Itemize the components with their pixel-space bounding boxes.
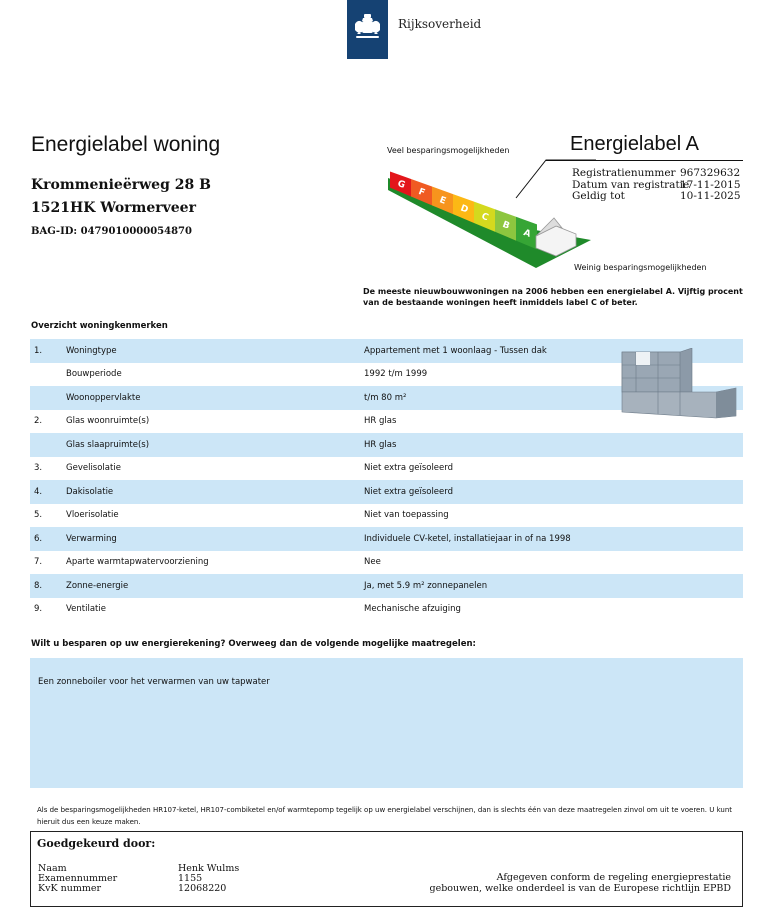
row-key: Zonne-energie	[66, 574, 364, 598]
row-number	[30, 433, 66, 457]
row-value: 1992 t/m 1999	[364, 369, 428, 380]
crest-icon	[347, 0, 388, 59]
row-number: 5.	[34, 510, 43, 521]
registration-values	[680, 168, 741, 203]
table-row	[30, 598, 743, 622]
footnote: Als de besparingsmogelijkheden HR107-ketel, HR107-combiketel en/of warmtepomp tegelijk op uw energielabel verschijnen, dan is slechts één van deze maatregelen zinvol om uit te voeren. U kunt hieruit dus een keuze maken.	[37, 806, 733, 826]
approval-label: Naam	[38, 863, 67, 874]
bag-id: BAG-ID: 0479010000054870	[31, 226, 192, 237]
row-key: Woningtype	[66, 339, 364, 363]
row-number: 6.	[30, 527, 66, 551]
table-row	[30, 504, 743, 528]
row-value: Mechanische afzuiging	[364, 604, 461, 615]
row-key: Aparte warmtapwatervoorziening	[66, 557, 209, 568]
row-value: Niet extra geïsoleerd	[364, 480, 743, 504]
approval-label: Examennummer	[38, 873, 118, 884]
row-number	[30, 386, 66, 410]
approval-value: Henk Wulms	[178, 863, 240, 874]
row-key: Vloerisolatie	[66, 510, 119, 521]
label-grade-text: C	[479, 211, 490, 224]
address-city: 1521HK Wormerveer	[31, 200, 196, 216]
row-value: HR glas	[364, 433, 743, 457]
row-key: Woonoppervlakte	[66, 386, 364, 410]
approval-title: Goedgekeurd door:	[37, 837, 156, 850]
label-grade-text: B	[500, 219, 511, 232]
row-value: Niet van toepassing	[364, 510, 449, 521]
registration-key: Geldig tot	[572, 190, 625, 202]
row-value: Nee	[364, 557, 381, 568]
row-value: HR glas	[364, 416, 397, 427]
row-value: Niet extra geïsoleerd	[364, 463, 454, 474]
row-value: Individuele CV-ketel, installatiejaar in of na 1998	[364, 527, 743, 551]
registration-value: 967329632	[680, 167, 741, 179]
row-key: Verwarming	[66, 527, 364, 551]
table-row	[30, 457, 743, 481]
row-number: 8.	[30, 574, 66, 598]
row-number: 1.	[30, 339, 66, 363]
advice-item: Een zonneboiler voor het verwarmen van uw tapwater	[38, 677, 270, 687]
row-number: 4.	[30, 480, 66, 504]
row-value: t/m 80 m²	[364, 386, 743, 410]
row-key: Bouwperiode	[66, 369, 122, 380]
address-street: Krommenieërweg 28 B	[31, 177, 211, 193]
row-key: Dakisolatie	[66, 480, 364, 504]
label-note: De meeste nieuwbouwwoningen na 2006 hebben een energielabel A. Vijftig procent van de bestaande woningen heeft inmiddels label C of beter.	[363, 287, 743, 307]
row-value: Ja, met 5.9 m² zonnepanelen	[364, 574, 743, 598]
approval-value: 1155	[178, 873, 203, 884]
label-grade-text: D	[458, 203, 470, 216]
bottom-caption: Weinig besparingsmogelijkheden	[574, 263, 707, 272]
approval-value: 12068220	[178, 883, 227, 894]
table-row	[30, 433, 743, 457]
row-value: Appartement met 1 woonlaag - Tussen dak	[364, 339, 743, 363]
org-name: Rijksoverheid	[398, 17, 482, 31]
registration-keys	[572, 168, 689, 203]
overview-heading: Overzicht woningkenmerken	[31, 321, 168, 331]
row-key: Glas woonruimte(s)	[66, 416, 150, 427]
building-illustration	[620, 348, 738, 420]
label-grade-text: A	[521, 228, 532, 240]
row-key: Glas slaapruimte(s)	[66, 433, 364, 457]
statement-line: gebouwen, welke onderdeel is van de Europese richtlijn EPBD	[429, 882, 731, 894]
row-key: Ventilatie	[66, 604, 106, 615]
row-key: Gevelisolatie	[66, 463, 121, 474]
table-row	[30, 527, 743, 551]
advice-question: Wilt u besparen op uw energierekening? Overweeg dan de volgende mogelijke maatregelen:	[31, 639, 476, 649]
approval-values	[178, 864, 239, 894]
label-divider	[546, 160, 743, 161]
approval-statement	[430, 873, 731, 894]
table-row	[30, 551, 743, 575]
row-number: 9.	[34, 604, 43, 615]
label-grade-text: E	[437, 195, 448, 207]
row-number: 2.	[34, 416, 43, 427]
registration-value: 10-11-2025	[680, 190, 741, 202]
page-title: Energielabel woning	[31, 133, 221, 156]
label-title: Energielabel A	[570, 133, 699, 155]
rijksoverheid-logo	[347, 0, 388, 59]
label-grade-text: G	[395, 178, 407, 191]
approval-label: KvK nummer	[38, 883, 101, 894]
registration-key: Datum van registratie	[572, 178, 690, 191]
row-number: 7.	[34, 557, 43, 568]
top-caption: Veel besparingsmogelijkheden	[387, 146, 510, 155]
energy-label-chart	[386, 158, 596, 270]
statement-line: Afgegeven conform de regeling energieprestatie	[496, 872, 731, 883]
registration-key: Registratienummer	[572, 167, 676, 179]
registration-value: 17-11-2015	[680, 178, 741, 191]
row-number	[30, 363, 66, 387]
approval-labels	[38, 864, 117, 894]
table-row	[30, 480, 743, 504]
label-grade-text: F	[416, 187, 427, 199]
table-row	[30, 574, 743, 598]
row-number: 3.	[34, 463, 43, 474]
